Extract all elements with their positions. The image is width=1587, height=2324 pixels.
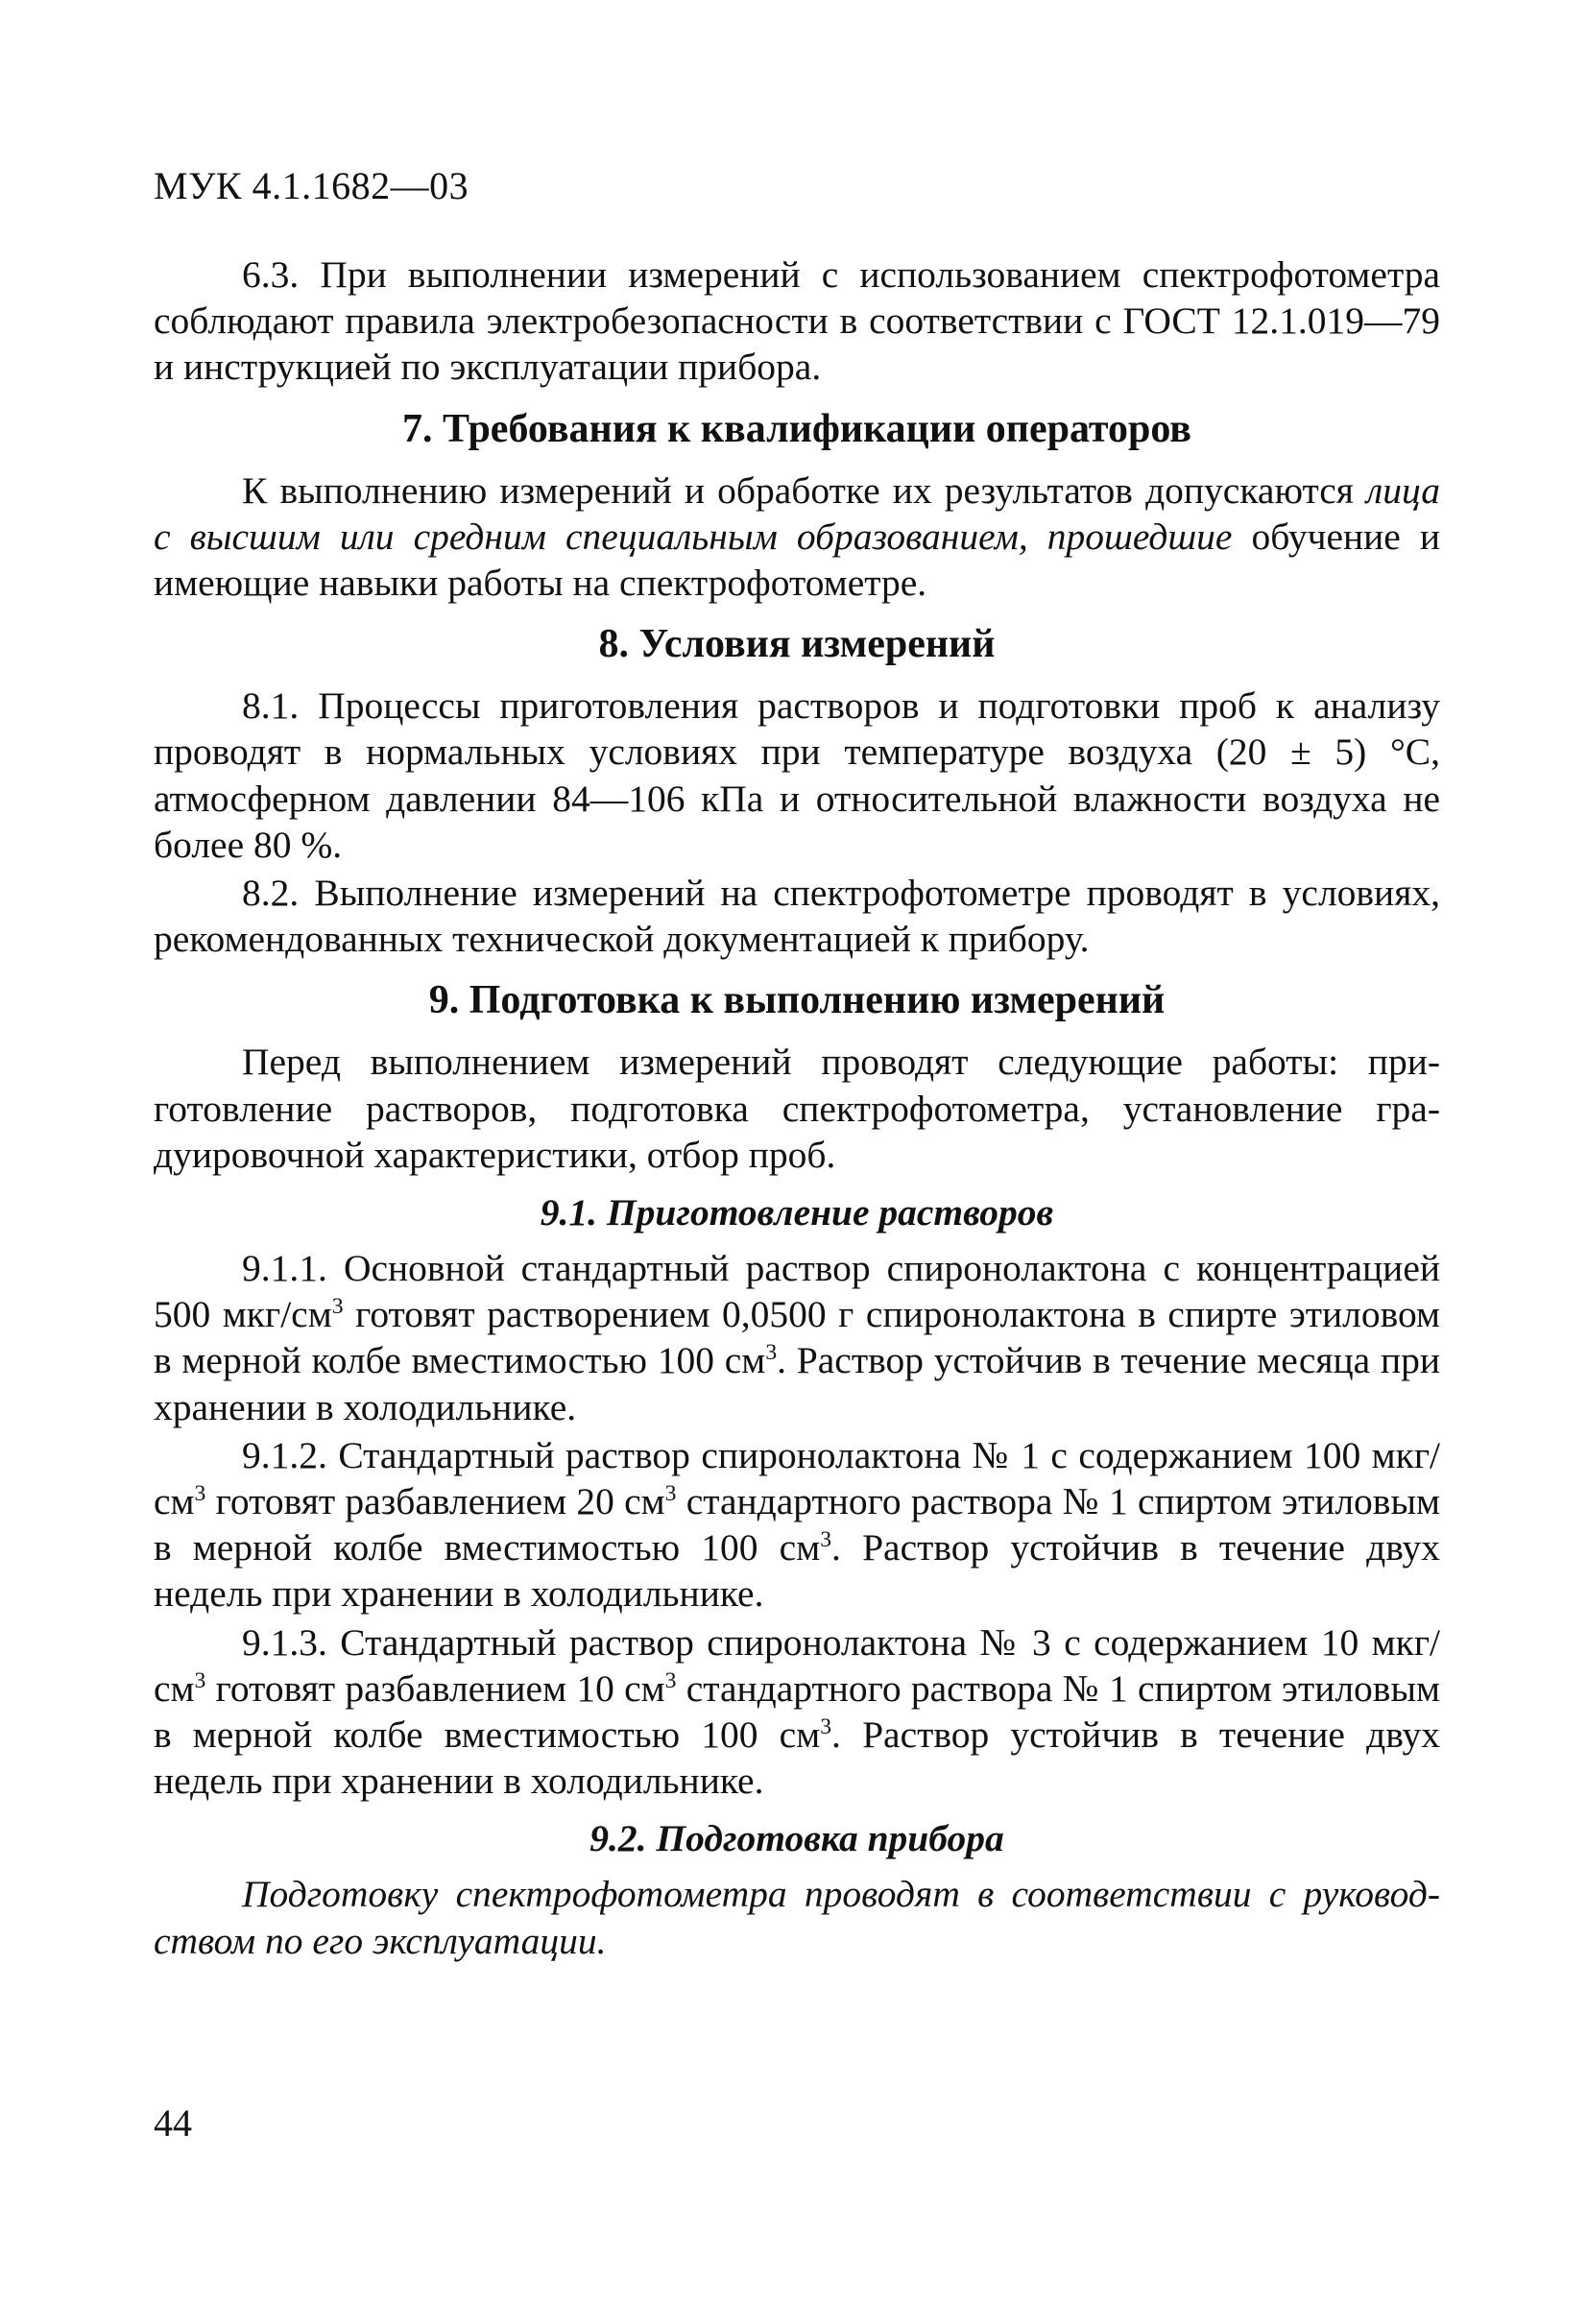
document-code-header: МУК 4.1.1682—03 <box>154 164 469 207</box>
subsection-9-2-title: 9.2. Подготовка прибора <box>589 1817 1004 1860</box>
paragraph-9-1-2-part-a: 9.1.2. Стандартный раствор спиронолактона № 1 с содержанием 100 мкг/см <box>154 1433 1440 1523</box>
paragraph-9-1-1-part-b: готовят растворением 0,0500 г спиронолактона в спирте этиловом в мерной колбе вместимостью 100 см <box>154 1293 1441 1382</box>
paragraph-9-1-3-part-a: 9.1.3. Стандартный раствор спиронолактона № 3 с содержанием 10 мкг/см <box>154 1620 1440 1710</box>
superscript-cube: 3 <box>820 1713 832 1739</box>
paragraph-6-3: 6.3. При выполнении измерений с использованием спектрофотометра соблюдают правила электробезопасности в соответствии с ГОСТ 12.1.019—79 и инструкцией по эксплуатации прибора. <box>154 253 1440 389</box>
document-page <box>154 0 1440 2324</box>
document-body <box>154 252 1440 1968</box>
paragraph-7-part-1: К выполнению измерений и обработке их результатов допускаются <box>242 468 1367 512</box>
paragraph-9-1-2 <box>154 1432 1440 1617</box>
superscript-cube: 3 <box>194 1480 206 1506</box>
page-number: 44 <box>154 2101 192 2144</box>
paragraph-8-2: 8.2. Выполнение измерений на спектрофотометре проводят в условиях, рекомендованных технической документацией к прибору. <box>154 872 1440 961</box>
paragraph-9-1-3 <box>154 1619 1440 1805</box>
paragraph-9-2: Подготовку спектрофотометра проводят в соответствии с руководством по его эксплуатации. <box>154 1873 1440 1962</box>
superscript-cube: 3 <box>664 1480 677 1506</box>
paragraph-9-1-1-part-a: 9.1.1. Основной стандартный раствор спиронолактона с концентрацией 500 мкг/см <box>154 1247 1440 1336</box>
paragraph-9-1-1 <box>154 1245 1440 1430</box>
paragraph-9-1-3-part-c: стандартного раствора № 1 спиртом этиловым в мерной колбе вместимостью 100 см <box>154 1666 1440 1757</box>
paragraph-7-italic-part: лица с высшим или средним специальным образованием, прошедшие <box>154 468 1440 558</box>
paragraph-8-1: 8.1. Процессы приготовления растворов и подготовки проб к анализу проводят в нормальных условиях при температуре воздуха (20 ± 5) °С, атмосферном давлении 84—106 кПа и относительной влажности воздуха не более 80 %. <box>154 684 1440 866</box>
superscript-cube: 3 <box>664 1667 677 1693</box>
paragraph-9-1-1-part-c: . Раствор устойчив в течение месяца при хранении в холодильнике. <box>154 1339 1440 1428</box>
paragraph-9-1-3-part-d: . Раствор устойчив в течение двух недель при хранении в холодильнике. <box>154 1713 1440 1803</box>
paragraph-7-part-2: обучение и имеющие навыки работы на спектрофотометре. <box>154 515 1440 605</box>
paragraph-9-intro: Перед выполнением измерений проводят следующие работы: приготовление растворов, подготовка спектрофотометра, установление градуировочной характеристики, отбор проб. <box>154 1041 1440 1176</box>
section-9-title: 9. Подготовка к выполнению измерений <box>428 978 1166 1023</box>
paragraph-7 <box>154 467 1440 607</box>
paragraph-9-1-3-part-b: готовят разбавлением 10 см <box>205 1666 665 1710</box>
superscript-cube: 3 <box>194 1667 206 1693</box>
section-7-title: 7. Требования к квалификации операторов <box>402 406 1191 451</box>
paragraph-9-1-2-part-d: . Раствор устойчив в течение двух недель при хранении в холодильнике. <box>154 1526 1440 1616</box>
superscript-cube: 3 <box>820 1527 832 1553</box>
paragraph-9-1-2-part-c: стандартного раствора № 1 спиртом этиловым в мерной колбе вместимостью 100 см <box>154 1480 1440 1569</box>
section-8-title: 8. Условия измерений <box>598 622 996 667</box>
paragraph-9-1-2-part-b: готовят разбавлением 20 см <box>205 1480 665 1523</box>
subsection-9-1-title: 9.1. Приготовление растворов <box>540 1191 1054 1234</box>
superscript-cube: 3 <box>765 1340 778 1366</box>
superscript-cube: 3 <box>331 1294 344 1320</box>
